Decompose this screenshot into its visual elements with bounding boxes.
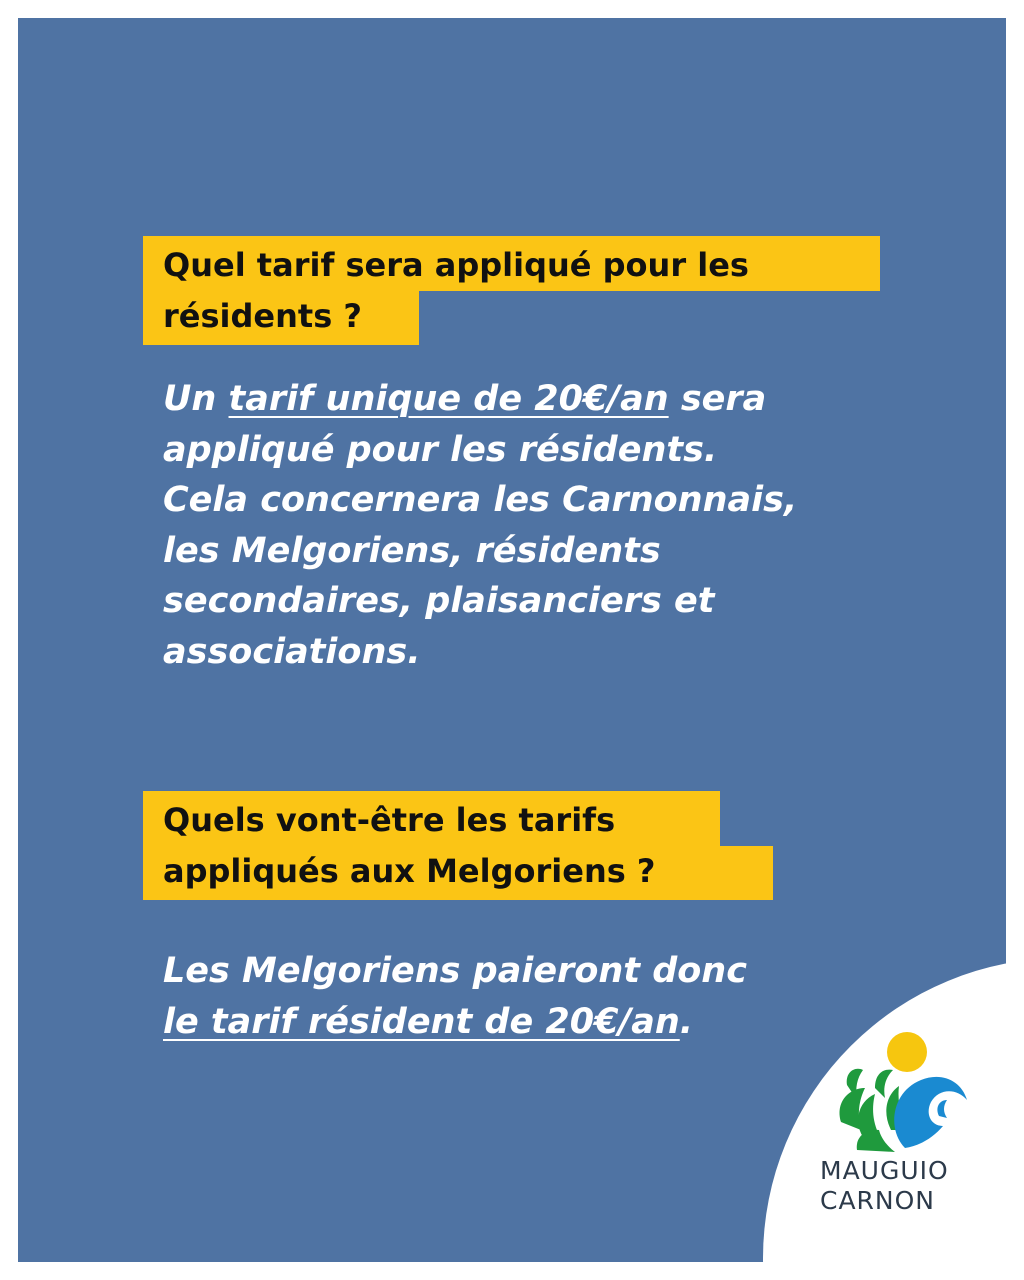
answer-text-residents xyxy=(163,374,953,677)
answer-line-end: . xyxy=(679,1001,694,1042)
mauguio-carnon-logo xyxy=(820,1030,980,1230)
answer-line-start: Un xyxy=(163,379,229,419)
question-line: Quel tarif sera appliqué pour les xyxy=(143,236,880,291)
logo-text-line: MAUGUIO xyxy=(820,1156,949,1185)
question-line: résidents ? xyxy=(143,291,419,345)
question-heading-residents xyxy=(143,236,880,345)
price-highlight: tarif unique de 20€/an xyxy=(228,379,669,419)
answer-line: les Melgoriens, résidents xyxy=(163,530,661,571)
question-line: Quels vont-être les tarifs xyxy=(143,791,720,846)
answer-line: secondaires, plaisanciers et xyxy=(163,581,715,621)
answer-line-end: sera xyxy=(668,379,767,419)
question-heading-melgoriens xyxy=(143,791,773,900)
logo-text-line: CARNON xyxy=(820,1186,936,1215)
price-highlight: le tarif résident de 20€/an xyxy=(163,1001,680,1042)
answer-line: associations. xyxy=(163,631,421,672)
question-line: appliqués aux Melgoriens ? xyxy=(143,846,773,900)
answer-line: appliqué pour les résidents. xyxy=(163,429,718,470)
answer-line: Cela concernera les Carnonnais, xyxy=(163,480,798,520)
answer-line: Les Melgoriens paieront donc xyxy=(163,951,747,991)
answer-line xyxy=(163,374,953,425)
logo-wordmark xyxy=(820,1156,980,1216)
mauguio-carnon-logo-icon xyxy=(835,1030,970,1155)
